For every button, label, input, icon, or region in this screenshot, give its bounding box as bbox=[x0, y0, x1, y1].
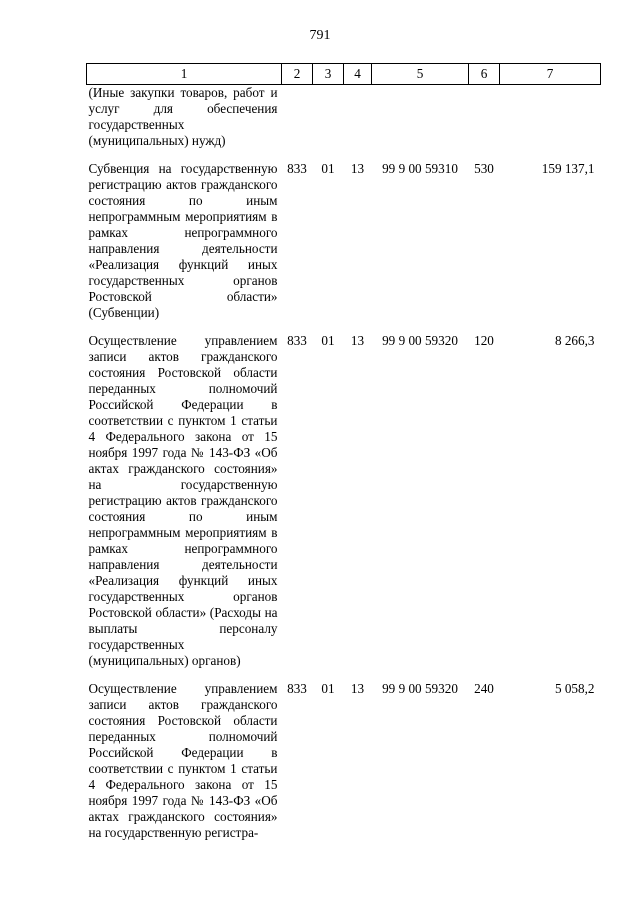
table-row bbox=[87, 85, 601, 162]
section-code: 01 bbox=[321, 681, 335, 696]
column-header: 2 bbox=[282, 64, 313, 85]
table-row bbox=[87, 681, 601, 853]
column-header: 7 bbox=[500, 64, 601, 85]
target-article-code bbox=[372, 85, 469, 162]
subsection-code: 13 bbox=[350, 681, 365, 696]
column-header: 6 bbox=[469, 64, 500, 85]
table-row bbox=[87, 161, 601, 333]
subsection-code: 13 bbox=[350, 333, 365, 348]
table-header-row bbox=[87, 64, 601, 85]
row-description: (Иные закупки товаров, работ и услуг для обеспечения государственных (муниципальных) нужд) bbox=[88, 85, 278, 148]
column-header: 4 bbox=[344, 64, 372, 85]
column-header: 1 bbox=[87, 64, 282, 85]
amount: 8 266,3 bbox=[554, 333, 595, 348]
row-description: Осуществление управлением записи актов гражданского состояния Ростовской области переданных полномочий Российской Федерации в соответствии с пунктом 1 статьи 4 Федерального закона от 15 ноября 1997 года № 143-ФЗ «Об актах гражданского состояния» на государственную регистра- bbox=[88, 681, 278, 840]
ministry-code: 833 bbox=[287, 333, 307, 348]
row-description: Субвенция на государственную регистрацию актов гражданского состояния по иным непрограммным мероприятиям в рамках непрограммного направления деятельности «Реализация функций иных государственных органов Ростовской области» (Субвенции) bbox=[88, 161, 278, 320]
column-header: 5 bbox=[372, 64, 469, 85]
amount bbox=[500, 85, 601, 162]
expense-type-code: 120 bbox=[474, 333, 494, 348]
table-row bbox=[87, 333, 601, 681]
budget-table bbox=[86, 63, 601, 853]
page-number: 791 bbox=[309, 28, 331, 43]
section-code bbox=[313, 85, 344, 162]
section-code: 01 bbox=[321, 333, 335, 348]
ministry-code bbox=[282, 85, 313, 162]
section-code: 01 bbox=[321, 161, 335, 176]
subsection-code: 13 bbox=[350, 161, 365, 176]
expense-type-code: 240 bbox=[474, 681, 494, 696]
target-article-code: 99 9 00 59320 bbox=[382, 681, 458, 696]
expense-type-code: 530 bbox=[474, 161, 494, 176]
ministry-code: 833 bbox=[287, 161, 307, 176]
target-article-code: 99 9 00 59310 bbox=[382, 161, 458, 176]
target-article-code: 99 9 00 59320 bbox=[382, 333, 458, 348]
expense-type-code bbox=[469, 85, 500, 162]
row-description: Осуществление управлением записи актов гражданского состояния Ростовской области переданных полномочий Российской Федерации в соответствии с пунктом 1 статьи 4 Федерального закона от 15 ноября 1997 года № 143-ФЗ «Об актах гражданского состояния» на государственную регистрацию актов гражданского состояния по иным непрограммным мероприятиям в рамках непрограммного направления деятельности «Реализация функций иных государственных органов Ростовской области» (Расходы на выплаты персоналу государственных (муниципальных) органов) bbox=[88, 333, 278, 668]
amount: 5 058,2 bbox=[554, 681, 595, 696]
amount: 159 137,1 bbox=[541, 161, 595, 176]
ministry-code: 833 bbox=[287, 681, 307, 696]
column-header: 3 bbox=[313, 64, 344, 85]
subsection-code bbox=[344, 85, 372, 162]
